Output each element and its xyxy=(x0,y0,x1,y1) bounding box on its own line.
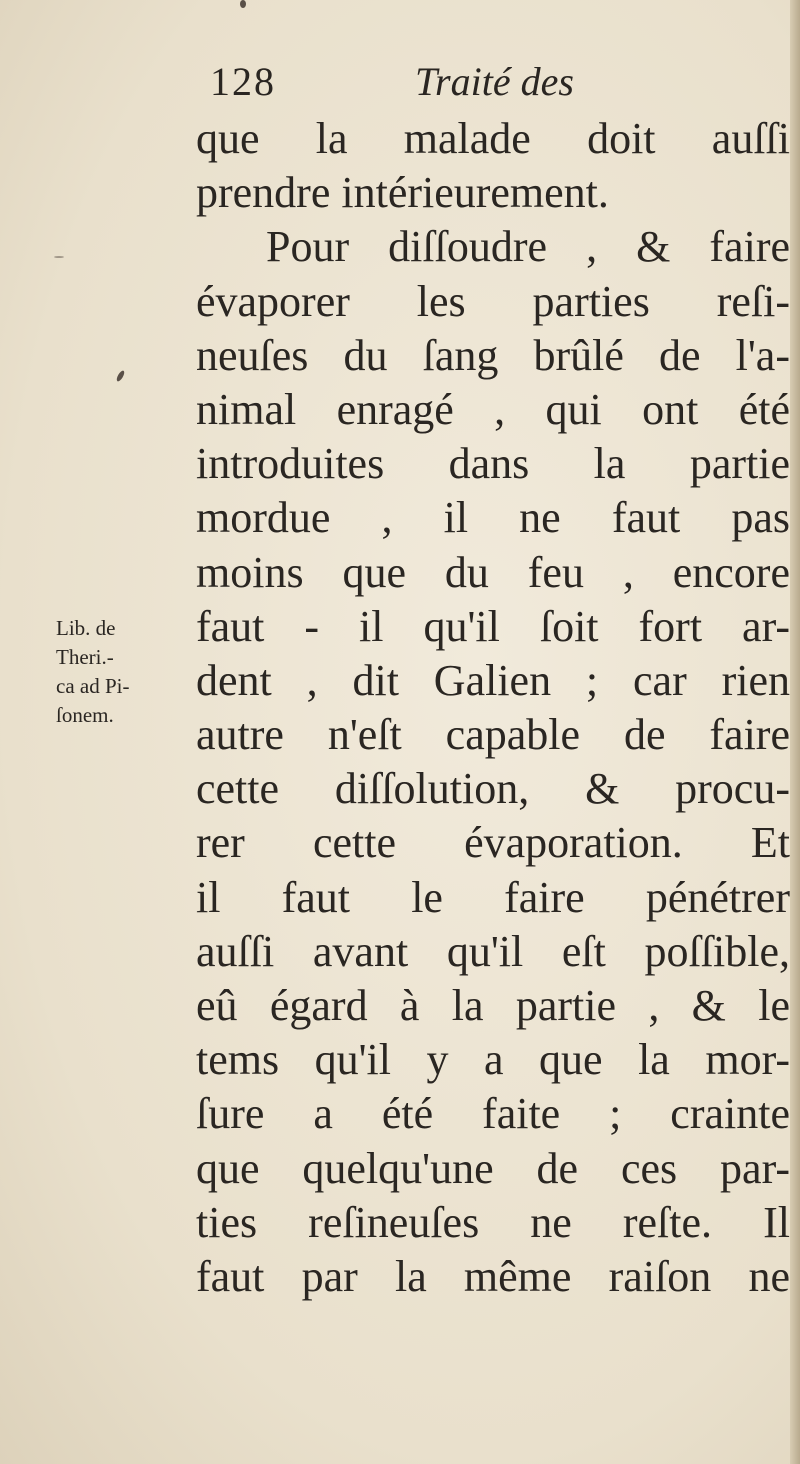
text-line: faut - il qu'il ſoit fort ar- xyxy=(196,601,790,651)
margin-note-line: ca ad Pi- xyxy=(56,674,130,698)
text-line: cette diſſolution, & procu- xyxy=(196,764,790,814)
text-line: mordue , il ne faut pas xyxy=(196,493,790,543)
page-number: 128 xyxy=(210,59,276,104)
text-line: Pour diſſoudre , & faire xyxy=(266,222,790,272)
body-text xyxy=(196,112,790,1304)
text-line: il faut le faire pénétrer xyxy=(196,872,790,922)
margin-note xyxy=(56,614,186,730)
text-line: que quelqu'une de ces par- xyxy=(196,1143,790,1193)
text-line: que la malade doit auſſi xyxy=(196,114,790,163)
ink-speck xyxy=(54,256,64,258)
text-line: faut par la même raiſon ne xyxy=(196,1251,790,1301)
ink-speck xyxy=(240,0,246,8)
ink-speck xyxy=(115,370,125,383)
text-line: eû égard à la partie , & le xyxy=(196,981,790,1030)
margin-note-line: Theri.- xyxy=(56,645,114,669)
text-line: dent , dit Galien ; car rien xyxy=(196,655,790,705)
text-line: ſure a été faite ; crainte xyxy=(196,1089,790,1139)
margin-note-line: ſonem. xyxy=(56,703,114,727)
text-line: autre n'eſt capable de faire xyxy=(196,710,790,760)
text-line: introduites dans la partie xyxy=(196,439,790,489)
text-line: tems qu'il y a que la mor- xyxy=(196,1035,790,1085)
text-line: ties reſineuſes ne reſte. Il xyxy=(196,1197,790,1247)
running-title: Traité des xyxy=(415,59,574,104)
text-line: prendre intérieurement. xyxy=(196,168,609,218)
page-edge xyxy=(790,0,800,1464)
text-line: moins que du feu , encore xyxy=(196,547,790,597)
text-line: neuſes du ſang brûlé de l'a- xyxy=(196,330,790,380)
margin-note-line: Lib. de xyxy=(56,616,116,640)
text-line: nimal enragé , qui ont été xyxy=(196,384,790,434)
text-line: rer cette évaporation. Et xyxy=(196,818,790,868)
text-line: évaporer les parties reſi- xyxy=(196,276,790,326)
text-line: auſſi avant qu'il eſt poſſible, xyxy=(196,926,790,976)
